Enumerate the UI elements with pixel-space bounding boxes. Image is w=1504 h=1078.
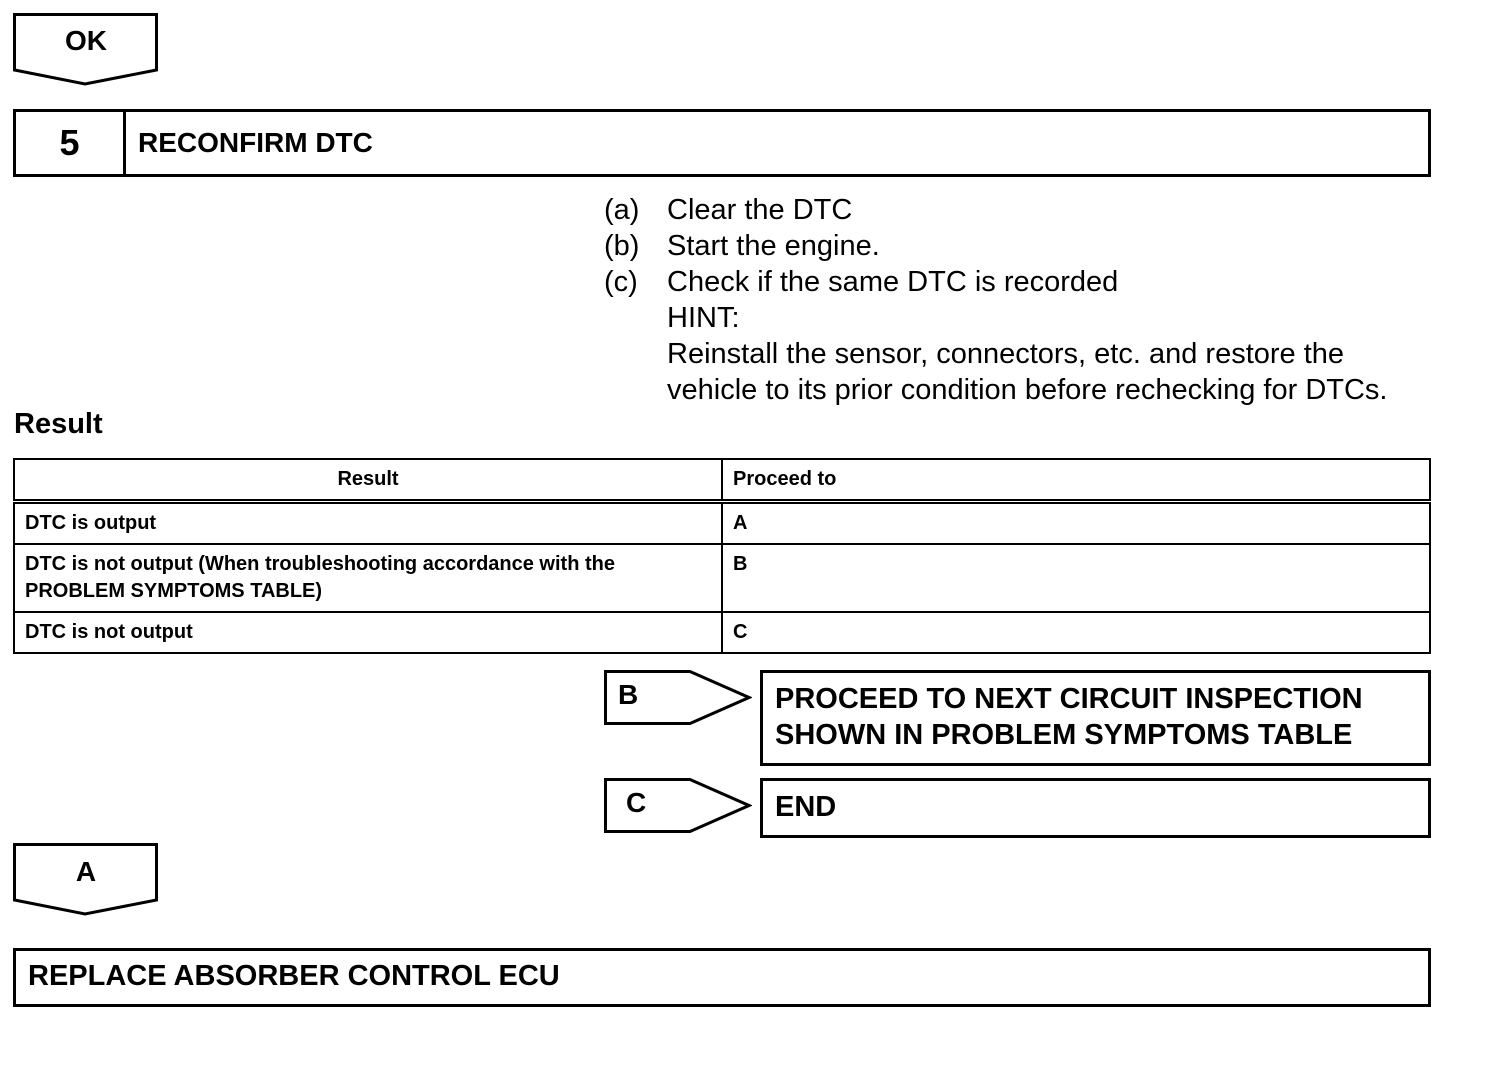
instruction-list	[604, 192, 1387, 408]
a-flow-marker	[13, 843, 159, 917]
branch-c-destination	[760, 778, 1431, 838]
table-header-row	[14, 459, 1430, 502]
instruction-item	[604, 264, 1387, 300]
ok-label: OK	[65, 25, 107, 56]
instruction-text: Clear the DTC	[667, 194, 853, 226]
instruction-mark: (b)	[604, 230, 640, 262]
instruction-text: Check if the same DTC is recorded	[667, 266, 1119, 298]
proceed-cell: C	[722, 612, 1430, 653]
table-row	[14, 612, 1430, 653]
ok-flow-marker	[13, 13, 159, 87]
step-header	[13, 109, 1431, 177]
hint-label: HINT:	[667, 302, 740, 334]
result-cell: DTC is output	[14, 502, 722, 545]
a-label: A	[75, 856, 97, 887]
branch-b-destination	[760, 670, 1431, 766]
column-header-result: Result	[14, 459, 722, 502]
proceed-cell: B	[722, 544, 1430, 612]
branch-c-marker	[604, 778, 752, 834]
branch-b-marker	[604, 670, 752, 726]
step-number: 5	[16, 112, 126, 174]
branch-b-label: B	[618, 679, 639, 710]
hint-block	[604, 300, 1387, 408]
branch-c-label: C	[626, 787, 647, 818]
proceed-cell: A	[722, 502, 1430, 545]
destination-line: SHOWN IN PROBLEM SYMPTOMS TABLE	[775, 719, 1353, 751]
destination-line: END	[775, 791, 837, 823]
result-heading: Result	[14, 408, 103, 440]
instruction-text: Start the engine.	[667, 230, 880, 262]
instruction-mark: (a)	[604, 194, 640, 226]
final-action-box: REPLACE ABSORBER CONTROL ECU	[13, 948, 1431, 1007]
destination-line: PROCEED TO NEXT CIRCUIT INSPECTION	[775, 683, 1363, 715]
result-cell: DTC is not output (When troubleshooting accordance with the PROBLEM SYMPTOMS TABLE)	[14, 544, 722, 612]
table-row	[14, 502, 1430, 545]
step-title: RECONFIRM DTC	[138, 127, 373, 158]
column-header-proceed: Proceed to	[722, 459, 1430, 502]
instruction-mark: (c)	[604, 266, 638, 298]
hint-line: Reinstall the sensor, connectors, etc. and restore the	[667, 338, 1345, 370]
result-table	[13, 458, 1431, 654]
result-cell: DTC is not output	[14, 612, 722, 653]
hint-line: vehicle to its prior condition before rechecking for DTCs.	[667, 374, 1388, 406]
instruction-item	[604, 228, 1387, 264]
instruction-item	[604, 192, 1387, 228]
table-row	[14, 544, 1430, 612]
